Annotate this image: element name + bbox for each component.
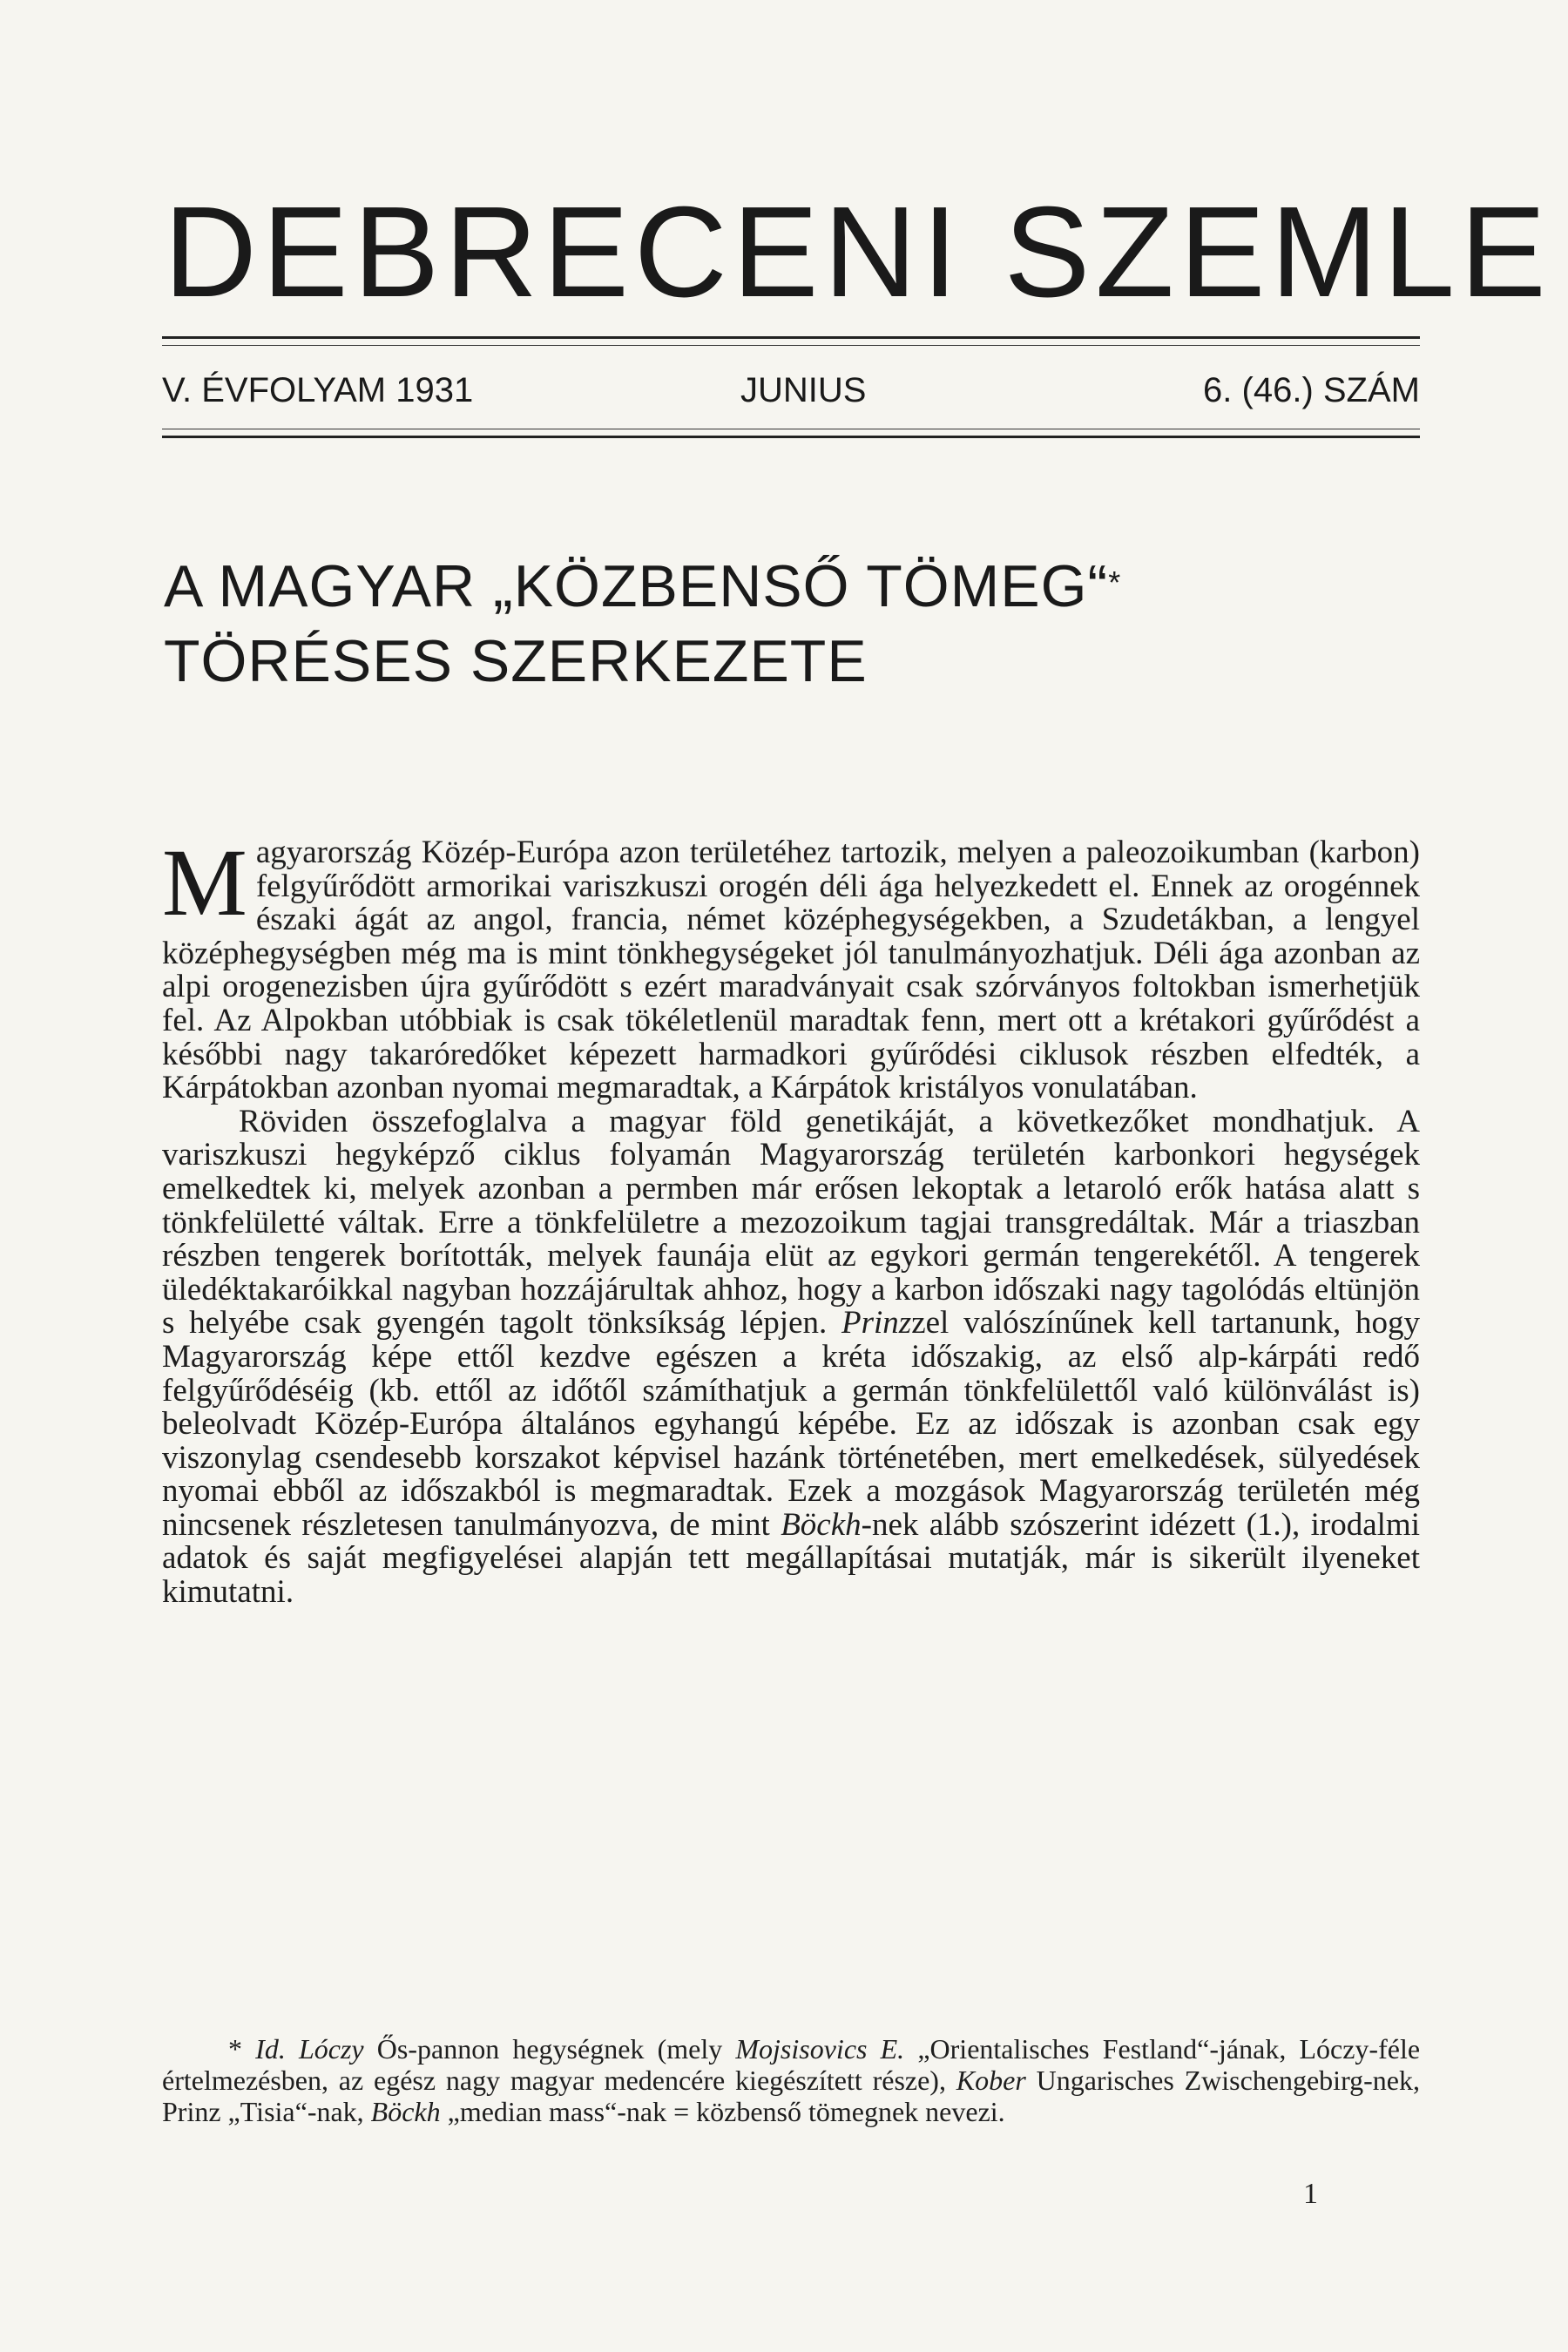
- issue-number: 6. (46.) SZÁM: [1203, 371, 1420, 409]
- masthead-rule-top: [162, 336, 1420, 339]
- title-footnote-mark: *: [1108, 564, 1122, 600]
- author-name-bockh: Böckh: [781, 1506, 862, 1543]
- footnote-text: * Id. Lóczy Ős-pannon hegységnek (mely Mojsisovics E. „Orientalisches Festland“-jának, Lóczy-féle értelmezésben, az egész nagy magyar medencére kiegészített része), Kober Ungarisches Zwischengebirg-nek, Prinz „Tisia“-nak, Böckh „median mass“-nak = közbenső tömegnek nevezi.: [162, 2033, 1421, 2127]
- issue-info-line: [162, 364, 1420, 416]
- journal-masthead: DEBRECENI SZEMLE: [164, 180, 1551, 324]
- masthead-rule-top-thin: [162, 345, 1420, 346]
- page-number: 1: [1303, 2178, 1318, 2210]
- footnote: [162, 2033, 1420, 2127]
- issue-month: JUNIUS: [740, 371, 867, 409]
- paragraph-2: Röviden összefoglalva a magyar föld genetikáját, a következőket mondhatjuk. A variszkuszi hegyképző ciklus folyamán Magyarország területén karbonkori hegységek emelkedtek ki, melyek azonban a permben már erősen lekoptak a letaroló erők hatása alatt s tönkfelületté váltak. Erre a tönkfelületre a mezozoikum tagjai transgredáltak. Már a triaszban részben tengerek borították, melyek faunája elüt az egykori germán tengerekétől. A tengerek üledéktakaróikkal nagyban hozzájárultak ahhoz, hogy a karbon időszaki nagy tagolódás eltünjön s helyébe csak gyengén tagolt tönksíkság lépjen. Prinzzel valószínűnek kell tartanunk, hogy Magyarország képe ettől kezdve egészen a kréta időszakig, az első alp-kárpáti redő felgyűrődéséig (kb. ettől az időtől számíthatjuk a germán tönkfelülettől való különválást is) beleolvadt Közép-Európa általános egyhangú képébe. Ez az időszak is azonban csak egy viszonylag csendesebb korszakot képvisel hazánk történetében, mert emelkedések, sülyedések nyomai ebből az időszakból is megmaradtak. Ezek a mozgások Magyarország területén még nincsenek részletesen tanulmányozva, de mint Böckh-nek alább szószerint idézett (1.), irodalmi adatok és saját megfigyelései alapján tett megállapításai mutatják, már is sikerült ilyeneket kimutatni.: [162, 1103, 1421, 1611]
- issue-rule-bottom: [162, 436, 1420, 438]
- article-body: [162, 829, 1421, 1611]
- article-title-line1: A MAGYAR „KÖZBENSŐ TÖMEG“*: [164, 553, 1122, 619]
- article-title: [164, 549, 1418, 699]
- author-name-prinz: Prinz: [841, 1305, 912, 1342]
- volume-year: V. ÉVFOLYAM 1931: [162, 371, 474, 409]
- article-title-line2: TÖRÉSES SZERKEZETE: [164, 628, 868, 694]
- paragraph-1: Magyarország Közép-Európa azon területéhez tartozik, melyen a paleozoikumban (karbon) felgyűrődött armorikai variszkuszi orogén déli ága helyezkedett el. Ennek az orogénnek északi ágát az angol, francia, német középhegységekben, a Szudetákban, a lengyel középhegységben még ma is mint tönkhegységeket jól tanulmányozhatjuk. Déli ága azonban az alpi orogenezisben újra gyűrődött s ezért maradványait csak szórványos foltokban ismerhetjük fel. Az Alpokban utóbbiak is csak tökéletlenül maradtak fenn, mert ott a krétakori gyűrődést a későbbi nagy takaróredőket képezett harmadkori gyűrődési ciklusok részben elfedték, a Kárpátokban azonban nyomai megmaradtak, a Kárpátok kristályos vonulatában.: [162, 829, 1420, 1106]
- footnote-marker: *: [228, 2033, 242, 2065]
- drop-cap: M: [162, 829, 247, 936]
